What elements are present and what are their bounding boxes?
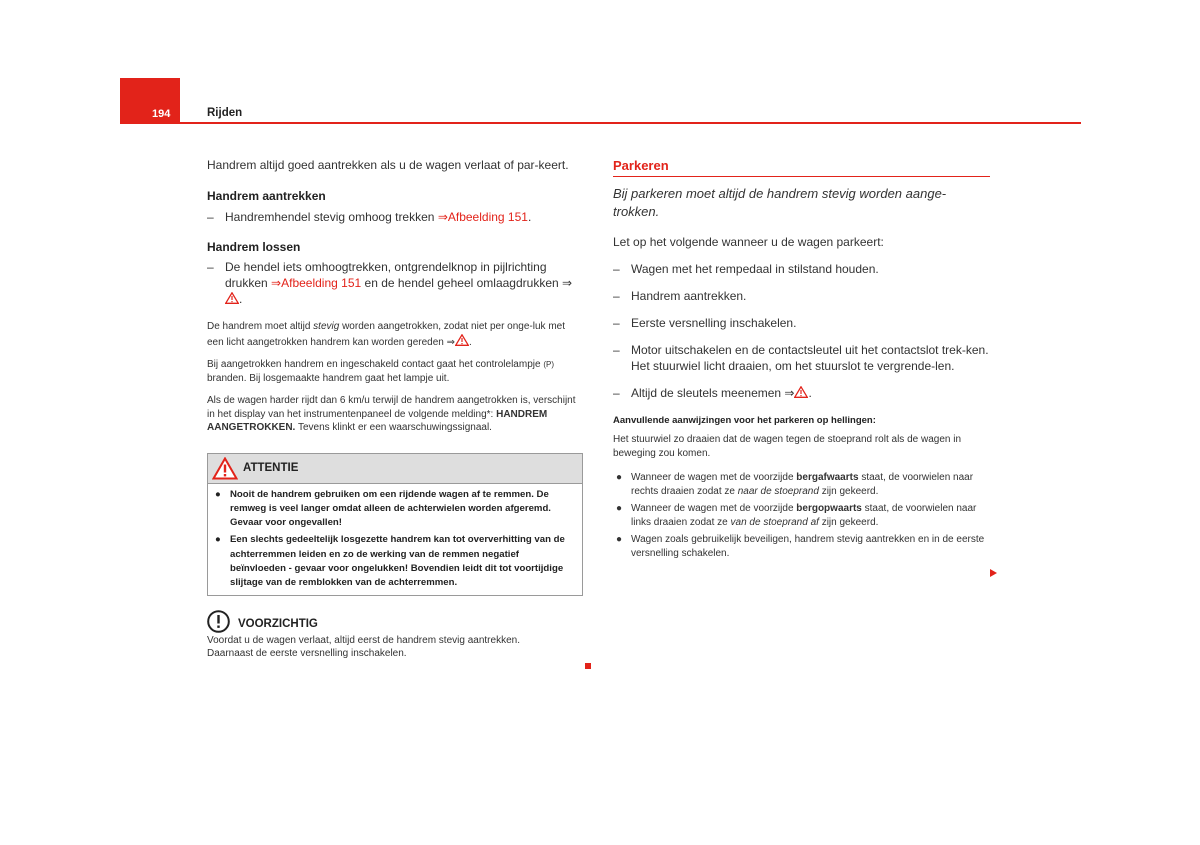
bullet-marker: ●	[616, 503, 623, 514]
slope-downhill-item: ● Wanneer de wagen met de voorzijde bergafwaarts staat, de voorwielen naar rechts draaien zodat ze naar de stoeprand zijn gekeerd.	[616, 472, 974, 497]
dash-marker: –	[613, 343, 620, 357]
display-message: HANDREM AANGETROKKEN.	[207, 408, 548, 433]
bullet-marker: ●	[215, 488, 221, 500]
attention-item: ● Een slechts gedeeltelijk losgezette handrem kan tot oververhitting van de achterremmen leiden en zo de werking van de remmen negatief beïnvloeden - gevaar voor ongelukken! Bovendien leidt dit tot voortijdige slijtage van de remblokken van de achterremmen.	[215, 534, 565, 589]
parking-step: – Altijd de sleutels meenemen ⇒ .	[613, 386, 812, 400]
slope-uphill-item: ● Wanneer de wagen met de voorzijde bergopwaarts staat, de voorwielen naar links draaien zodat ze van de stoeprand af zijn gekeerd.	[616, 503, 977, 528]
warning-triangle-icon[interactable]	[455, 334, 469, 346]
chapter-title: Rijden	[207, 107, 243, 119]
warning-ref-arrow: ⇒	[562, 276, 573, 290]
parking-step: – Eerste versnelling inschakelen.	[613, 316, 797, 330]
section-subtitle: Bij parkeren moet altijd de handrem stevig worden aange-trokken.	[613, 186, 947, 219]
dash-marker: –	[613, 262, 620, 276]
warning-light-paragraph: Bij aangetrokken handrem en ingeschakeld contact gaat het controlelampje (P) branden. Bij losgemaakte handrem gaat het lampje uit.	[207, 359, 554, 384]
slopes-heading: Aanvullende aanwijzingen voor het parkeren op hellingen:	[613, 415, 876, 426]
continue-arrow-icon	[990, 569, 997, 577]
figure-link[interactable]: ⇒Afbeelding 151	[271, 276, 362, 290]
parking-step: – Handrem aantrekken.	[613, 289, 747, 303]
attention-title: ATTENTIE	[243, 461, 299, 474]
dash-marker: –	[207, 210, 214, 224]
release-step-end: en de hendel geheel omlaagdrukken	[364, 276, 559, 290]
parking-step: – Wagen met het rempedaal in stilstand houden.	[613, 262, 879, 276]
caution-text: Voordat u de wagen verlaat, altijd eerst de handrem stevig aantrekken. Daarnaast de eerste versnelling inschakelen.	[207, 634, 520, 660]
bullet-marker: ●	[616, 534, 623, 545]
release-step: – De hendel iets omhoogtrekken, ontgrendelknop in pijlrichting drukken ⇒Afbeelding 151 en de hendel geheel omlaagdrukken ⇒.	[207, 260, 573, 306]
intro-paragraph: Handrem altijd goed aantrekken als u de wagen verlaat of par-keert.	[207, 158, 569, 172]
bullet-marker: ●	[616, 472, 623, 483]
bullet-marker: ●	[215, 534, 221, 546]
caution-header	[207, 610, 583, 634]
figure-link[interactable]: ⇒Afbeelding 151	[437, 210, 528, 224]
parking-brake-lamp-icon: (P)	[543, 360, 554, 369]
attention-header	[208, 454, 582, 484]
dash-marker: –	[207, 260, 214, 274]
header-rule	[120, 122, 1081, 124]
warning-triangle-icon[interactable]	[794, 386, 808, 398]
dash-marker: –	[613, 386, 620, 400]
attention-box	[207, 453, 583, 596]
attention-body	[208, 484, 582, 595]
parking-step: – Motor uitschakelen en de contactsleutel uit het contactslot trek-ken. Het stuurwiel licht draaien, om het stuurslot te vergrende-len.	[613, 343, 989, 373]
apply-step	[207, 209, 583, 225]
caution-title: VOORZICHTIG	[238, 617, 318, 630]
attention-item: ● Nooit de handrem gebruiken om een rijdende wagen af te remmen. De remweg is veel langer omdat alleen de achterwielen worden afgeremd. Gevaar voor ongevallen!	[215, 488, 551, 529]
release-heading: Handrem lossen	[207, 240, 301, 254]
dash-marker: –	[613, 316, 620, 330]
apply-heading: Handrem aantrekken	[207, 189, 326, 203]
section-title: Parkeren	[613, 157, 990, 177]
apply-step-end: .	[527, 210, 532, 224]
page-number-tab	[120, 78, 180, 123]
slope-normal-item: ● Wagen zoals gebruikelijk beveiligen, handrem stevig aantrekken en in de eerste versnelling schakelen.	[616, 534, 985, 559]
left-column	[207, 157, 583, 661]
release-step-text: De hendel iets omhoogtrekken, ontgrendelknop in pijlrichting drukken	[225, 260, 547, 290]
right-column	[613, 157, 990, 560]
warning-triangle-icon[interactable]	[225, 292, 239, 304]
slopes-intro: Het stuurwiel zo draaien dat de wagen tegen de stoeprand rolt als de wagen in beweging zou komen.	[613, 434, 962, 459]
parking-intro: Let op het volgende wanneer u de wagen parkeert:	[613, 235, 884, 249]
apply-step-text: Handremhendel stevig omhoog trekken	[225, 210, 435, 224]
page-number: 194	[152, 108, 171, 120]
warning-triangle-icon	[212, 457, 238, 480]
section-end-marker	[585, 663, 591, 669]
stevig-paragraph: De handrem moet altijd stevig worden aangetrokken, zodat niet per onge-luk met een licht aangetrokken handrem kan worden gereden ⇒ .	[207, 321, 565, 348]
dash-marker: –	[613, 289, 620, 303]
caution-exclamation-icon	[207, 610, 230, 633]
speed-warning-paragraph: Als de wagen harder rijdt dan 6 km/u terwijl de handrem aangetrokken is, verschijnt in het display van het instrumentenpaneel de volgende melding*: HANDREM AANGETROKKEN. Tevens klinkt er een waarschuwingssignaal.	[207, 395, 576, 433]
